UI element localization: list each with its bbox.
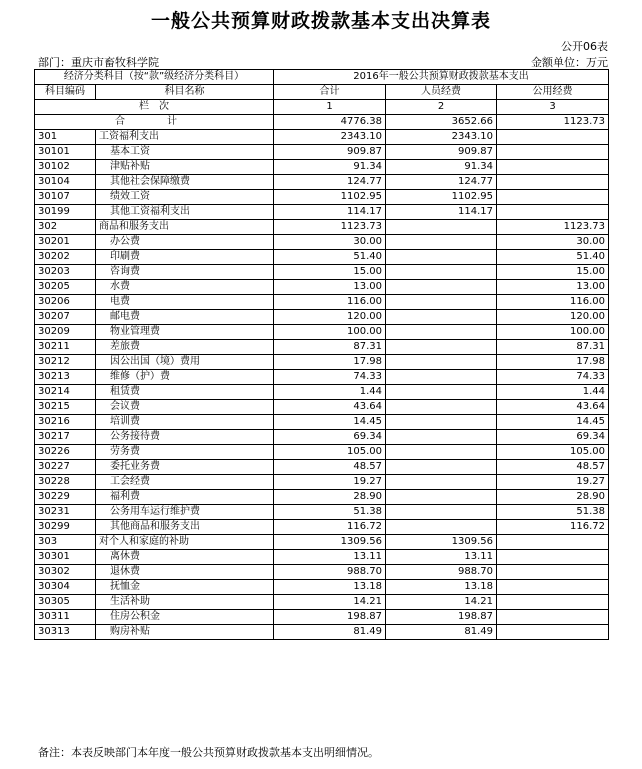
personnel-cell	[386, 520, 497, 535]
personnel-cell: 13.11	[386, 550, 497, 565]
name-cell: 住房公积金	[96, 610, 274, 625]
code-cell: 30201	[35, 235, 96, 250]
table-row	[35, 535, 609, 550]
code-cell: 30304	[35, 580, 96, 595]
personnel-cell	[386, 355, 497, 370]
amount-unit-label: 金额单位：万元	[531, 56, 608, 69]
code-cell: 30199	[35, 205, 96, 220]
table-row	[35, 580, 609, 595]
group-title-header: 2016年一般公共预算财政拨款基本支出	[274, 70, 609, 85]
code-cell: 30104	[35, 175, 96, 190]
code-cell: 30107	[35, 190, 96, 205]
name-cell: 对个人和家庭的补助	[96, 535, 274, 550]
public-cell	[497, 130, 609, 145]
public-cell	[497, 535, 609, 550]
total-cell: 1.44	[274, 385, 386, 400]
personnel-cell: 988.70	[386, 565, 497, 580]
table-row	[35, 550, 609, 565]
name-cell: 委托业务费	[96, 460, 274, 475]
personnel-cell: 13.18	[386, 580, 497, 595]
personnel-cell: 81.49	[386, 625, 497, 640]
name-cell: 培训费	[96, 415, 274, 430]
grand-total-public: 1123.73	[497, 115, 609, 130]
personnel-header: 人员经费	[386, 85, 497, 100]
total-cell: 51.38	[274, 505, 386, 520]
table-body	[35, 130, 609, 640]
public-cell: 105.00	[497, 445, 609, 460]
table-row	[35, 595, 609, 610]
total-cell: 14.21	[274, 595, 386, 610]
total-cell: 28.90	[274, 490, 386, 505]
column-number-3: 3	[497, 100, 609, 115]
code-cell: 30311	[35, 610, 96, 625]
personnel-cell: 14.21	[386, 595, 497, 610]
total-cell: 1102.95	[274, 190, 386, 205]
total-cell: 81.49	[274, 625, 386, 640]
table-row	[35, 610, 609, 625]
name-cell: 电费	[96, 295, 274, 310]
name-cell: 邮电费	[96, 310, 274, 325]
code-cell: 30305	[35, 595, 96, 610]
table-row	[35, 340, 609, 355]
public-cell: 19.27	[497, 475, 609, 490]
name-cell: 福利费	[96, 490, 274, 505]
personnel-cell	[386, 475, 497, 490]
total-cell: 105.00	[274, 445, 386, 460]
total-cell: 120.00	[274, 310, 386, 325]
code-cell: 30313	[35, 625, 96, 640]
total-cell: 116.00	[274, 295, 386, 310]
column-number-2: 2	[386, 100, 497, 115]
personnel-cell	[386, 415, 497, 430]
total-cell: 1309.56	[274, 535, 386, 550]
personnel-cell: 1102.95	[386, 190, 497, 205]
public-cell: 100.00	[497, 325, 609, 340]
name-cell: 其他工资福利支出	[96, 205, 274, 220]
name-cell: 其他商品和服务支出	[96, 520, 274, 535]
name-cell: 印刷费	[96, 250, 274, 265]
code-cell: 30101	[35, 145, 96, 160]
public-cell	[497, 625, 609, 640]
total-cell: 100.00	[274, 325, 386, 340]
table-row	[35, 490, 609, 505]
column-number-1: 1	[274, 100, 386, 115]
public-cell	[497, 580, 609, 595]
code-cell: 30302	[35, 565, 96, 580]
total-cell: 43.64	[274, 400, 386, 415]
code-cell: 30205	[35, 280, 96, 295]
table-row	[35, 280, 609, 295]
total-cell: 198.87	[274, 610, 386, 625]
table-row	[35, 325, 609, 340]
total-cell: 114.17	[274, 205, 386, 220]
table-row	[35, 475, 609, 490]
footnote: 备注：本表反映部门本年度一般公共预算财政拨款基本支出明细情况。	[38, 746, 379, 759]
grand-total-personnel: 3652.66	[386, 115, 497, 130]
table-row	[35, 430, 609, 445]
public-cell: 1.44	[497, 385, 609, 400]
code-cell: 30215	[35, 400, 96, 415]
public-cell: 14.45	[497, 415, 609, 430]
name-cell: 差旅费	[96, 340, 274, 355]
name-cell: 维修（护）费	[96, 370, 274, 385]
budget-table	[34, 69, 609, 640]
table-row	[35, 130, 609, 145]
public-cell: 87.31	[497, 340, 609, 355]
personnel-cell: 114.17	[386, 205, 497, 220]
table-row	[35, 565, 609, 580]
table-row	[35, 445, 609, 460]
name-cell: 绩效工资	[96, 190, 274, 205]
table-row	[35, 175, 609, 190]
public-cell	[497, 145, 609, 160]
public-cell: 43.64	[497, 400, 609, 415]
total-cell: 87.31	[274, 340, 386, 355]
table-row	[35, 415, 609, 430]
name-cell: 工资福利支出	[96, 130, 274, 145]
name-header: 科目名称	[96, 85, 274, 100]
total-cell: 19.27	[274, 475, 386, 490]
code-cell: 30228	[35, 475, 96, 490]
table-row	[35, 205, 609, 220]
table-row	[35, 355, 609, 370]
grand-total-row	[35, 115, 609, 130]
personnel-cell	[386, 280, 497, 295]
public-header: 公用经费	[497, 85, 609, 100]
personnel-cell	[386, 445, 497, 460]
public-cell: 17.98	[497, 355, 609, 370]
table-row	[35, 265, 609, 280]
public-cell	[497, 595, 609, 610]
table-row	[35, 295, 609, 310]
code-cell: 30206	[35, 295, 96, 310]
code-cell: 30203	[35, 265, 96, 280]
public-cell	[497, 565, 609, 580]
grand-total-label: 合 计	[35, 115, 274, 130]
total-cell: 909.87	[274, 145, 386, 160]
grand-total-value: 4776.38	[274, 115, 386, 130]
total-cell: 13.18	[274, 580, 386, 595]
personnel-cell	[386, 310, 497, 325]
personnel-cell	[386, 250, 497, 265]
column-number-row	[35, 100, 609, 115]
code-cell: 30209	[35, 325, 96, 340]
code-cell: 302	[35, 220, 96, 235]
header-row-group	[35, 70, 609, 85]
code-cell: 30211	[35, 340, 96, 355]
name-cell: 会议费	[96, 400, 274, 415]
name-cell: 办公费	[96, 235, 274, 250]
code-cell: 30229	[35, 490, 96, 505]
header-row-columns	[35, 85, 609, 100]
name-cell: 工会经费	[96, 475, 274, 490]
total-cell: 124.77	[274, 175, 386, 190]
code-cell: 30213	[35, 370, 96, 385]
name-cell: 水费	[96, 280, 274, 295]
personnel-cell: 198.87	[386, 610, 497, 625]
public-cell: 116.72	[497, 520, 609, 535]
personnel-cell: 909.87	[386, 145, 497, 160]
total-header: 合计	[274, 85, 386, 100]
code-cell: 30102	[35, 160, 96, 175]
personnel-cell	[386, 235, 497, 250]
total-cell: 74.33	[274, 370, 386, 385]
total-cell: 69.34	[274, 430, 386, 445]
code-cell: 30231	[35, 505, 96, 520]
code-cell: 30207	[35, 310, 96, 325]
name-cell: 退休费	[96, 565, 274, 580]
table-row	[35, 160, 609, 175]
name-cell: 劳务费	[96, 445, 274, 460]
public-cell	[497, 175, 609, 190]
total-cell: 2343.10	[274, 130, 386, 145]
public-cell: 48.57	[497, 460, 609, 475]
code-cell: 30299	[35, 520, 96, 535]
name-cell: 公务接待费	[96, 430, 274, 445]
public-cell	[497, 550, 609, 565]
personnel-cell	[386, 340, 497, 355]
public-cell: 51.40	[497, 250, 609, 265]
code-cell: 30217	[35, 430, 96, 445]
table-row	[35, 385, 609, 400]
personnel-cell: 2343.10	[386, 130, 497, 145]
public-cell: 69.34	[497, 430, 609, 445]
code-cell: 30214	[35, 385, 96, 400]
public-cell: 116.00	[497, 295, 609, 310]
table-row	[35, 145, 609, 160]
form-number: 公开06表	[561, 40, 608, 53]
public-cell	[497, 190, 609, 205]
name-cell: 生活补助	[96, 595, 274, 610]
total-cell: 13.00	[274, 280, 386, 295]
table-row	[35, 505, 609, 520]
personnel-cell: 91.34	[386, 160, 497, 175]
public-cell: 1123.73	[497, 220, 609, 235]
personnel-cell	[386, 295, 497, 310]
table-row	[35, 400, 609, 415]
table-row	[35, 235, 609, 250]
total-cell: 30.00	[274, 235, 386, 250]
name-cell: 其他社会保障缴费	[96, 175, 274, 190]
public-cell: 120.00	[497, 310, 609, 325]
code-cell: 30212	[35, 355, 96, 370]
name-cell: 物业管理费	[96, 325, 274, 340]
table-row	[35, 310, 609, 325]
public-cell: 30.00	[497, 235, 609, 250]
personnel-cell	[386, 430, 497, 445]
total-cell: 91.34	[274, 160, 386, 175]
code-cell: 30301	[35, 550, 96, 565]
personnel-cell	[386, 265, 497, 280]
personnel-cell	[386, 460, 497, 475]
department-label: 部门：重庆市畜牧科学院	[38, 56, 159, 69]
table-row	[35, 520, 609, 535]
name-cell: 商品和服务支出	[96, 220, 274, 235]
code-cell: 30227	[35, 460, 96, 475]
personnel-cell: 124.77	[386, 175, 497, 190]
table-row	[35, 460, 609, 475]
personnel-cell	[386, 325, 497, 340]
personnel-cell	[386, 370, 497, 385]
total-cell: 48.57	[274, 460, 386, 475]
table-row	[35, 370, 609, 385]
code-cell: 30216	[35, 415, 96, 430]
table-row	[35, 250, 609, 265]
personnel-cell	[386, 505, 497, 520]
name-cell: 因公出国（境）费用	[96, 355, 274, 370]
public-cell: 28.90	[497, 490, 609, 505]
personnel-cell	[386, 400, 497, 415]
code-cell: 30226	[35, 445, 96, 460]
code-cell: 30202	[35, 250, 96, 265]
code-cell: 301	[35, 130, 96, 145]
personnel-cell	[386, 490, 497, 505]
code-header: 科目编码	[35, 85, 96, 100]
total-cell: 988.70	[274, 565, 386, 580]
name-cell: 咨询费	[96, 265, 274, 280]
name-cell: 离休费	[96, 550, 274, 565]
total-cell: 14.45	[274, 415, 386, 430]
total-cell: 13.11	[274, 550, 386, 565]
public-cell	[497, 160, 609, 175]
personnel-cell	[386, 385, 497, 400]
public-cell: 74.33	[497, 370, 609, 385]
table-row	[35, 625, 609, 640]
name-cell: 抚恤金	[96, 580, 274, 595]
table-row	[35, 220, 609, 235]
table-row	[35, 190, 609, 205]
name-cell: 基本工资	[96, 145, 274, 160]
personnel-cell	[386, 220, 497, 235]
public-cell: 51.38	[497, 505, 609, 520]
public-cell	[497, 205, 609, 220]
public-cell: 15.00	[497, 265, 609, 280]
total-cell: 51.40	[274, 250, 386, 265]
name-cell: 购房补贴	[96, 625, 274, 640]
personnel-cell: 1309.56	[386, 535, 497, 550]
page-title: 一般公共预算财政拨款基本支出决算表	[150, 10, 491, 32]
total-cell: 1123.73	[274, 220, 386, 235]
name-cell: 公务用车运行维护费	[96, 505, 274, 520]
total-cell: 116.72	[274, 520, 386, 535]
total-cell: 15.00	[274, 265, 386, 280]
public-cell: 13.00	[497, 280, 609, 295]
name-cell: 租赁费	[96, 385, 274, 400]
econ-class-header: 经济分类科目（按“款”级经济分类科目）	[35, 70, 274, 85]
total-cell: 17.98	[274, 355, 386, 370]
column-number-label: 栏 次	[35, 100, 274, 115]
public-cell	[497, 610, 609, 625]
code-cell: 303	[35, 535, 96, 550]
name-cell: 津贴补贴	[96, 160, 274, 175]
